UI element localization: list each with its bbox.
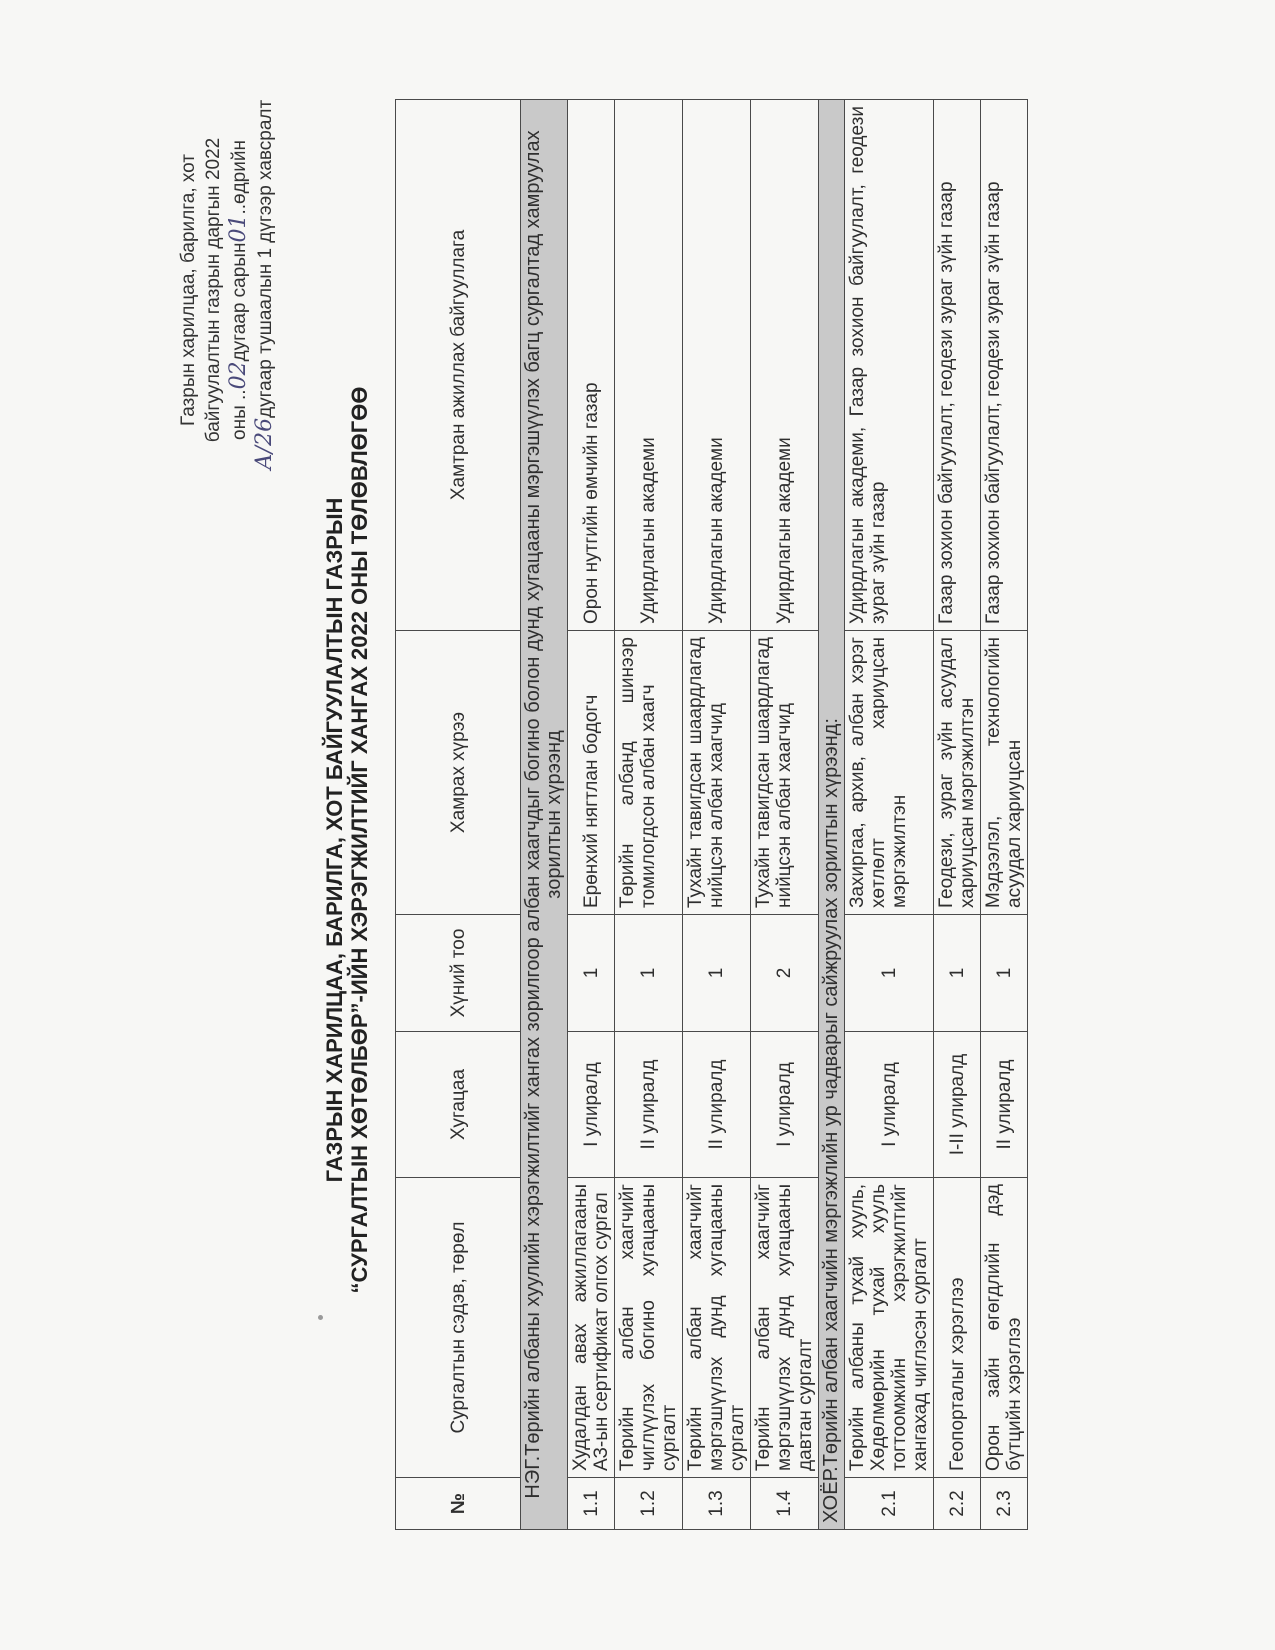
table-row [934,100,981,1530]
cell-count: 1 [568,915,615,1032]
table-row [683,100,751,1530]
approval-line-3-suffix: ..өдрийн [229,140,250,215]
cell-audience: Тухайн тавигдсан шаардлагад нийцсэн албан хаагчид [683,631,751,915]
cell-audience: Захиргаа, архив, албан хэрэг хөтлөлт хариуцсан мэргэжилтэн [845,631,934,915]
cell-partner: Удирдлагын академи [615,100,683,631]
approval-line-3 [226,110,252,470]
cell-count: 1 [981,915,1028,1032]
cell-period: II улиралд [615,1032,683,1178]
cell-partner: Удирдлагын академи, Газар зохион байгуулалт, геодези зураг зүйн газар [845,100,934,631]
cell-count: 1 [615,915,683,1032]
cell-period: II улиралд [683,1032,751,1178]
approval-line-2: байгуулалтын газрын даргын 2022 [203,137,224,443]
table-row [615,100,683,1530]
approval-line-4 [252,99,278,470]
header-topic: Сургалтын сэдэв, төрөл [396,1178,521,1478]
cell-topic: Орон зайн өгөгдлийн дэд бүтцийн хэрэглээ [981,1178,1028,1478]
training-plan-table [395,99,1028,1530]
cell-topic: Төрийн албан хаагчийг мэргэшүүлэх дунд хугацааны сургалт [683,1178,751,1478]
approval-line-4-text: дугаар тушаалын 1 дүгээр хавсралт [255,99,276,418]
approval-line-1: Газрын харилцаа, барилга, хот [178,153,199,427]
table-row [751,100,819,1530]
scan-speck [318,1315,323,1320]
handwritten-day: 01 [226,214,251,243]
cell-partner: Газар зохион байгуулалт, геодези зураг зүйн газар [981,100,1028,631]
table-row [981,100,1028,1530]
cell-topic: Төрийн албаны тухай хууль, Хөдөлмөрийн тухай хууль тогтоомжийн хэрэгжилтийг хангахад чиглэсэн сургалт [845,1178,934,1478]
header-partner: Хамтран ажиллах байгууллага [396,100,521,631]
cell-audience: Мэдээлэл, технологийн асуудал хариуцсан [981,631,1028,915]
cell-period: I улиралд [751,1032,819,1178]
cell-topic: Худалдан авах ажиллагааны АЗ-ын сертификат олгох сургал [568,1178,615,1478]
cell-audience: Ерөнхий нягтлан бодогч [568,631,615,915]
handwritten-order-number: А/26 [252,417,277,470]
cell-count: 1 [683,915,751,1032]
section-row-1 [521,100,568,1530]
cell-num: 2.3 [981,1478,1028,1530]
cell-num: 1.1 [568,1478,615,1530]
cell-audience: Геодези, зураг зүйн асуудал хариуцсан мэргэжилтэн [934,631,981,915]
handwritten-month: 02 [226,361,251,390]
cell-count: 2 [751,915,819,1032]
cell-audience: Тухайн тавигдсан шаардлагад нийцсэн албан хаагчид [751,631,819,915]
table-row [568,100,615,1530]
section-title-1: НЭГ.Төрийн албаны хуулийн хэрэгжилтийг хангах зорилгоор албан хаагчдыг богино болон дунд хугацааны мэргэшүүлэх багц сургалтад хамруулах зорилтын хүрээнд [521,100,568,1530]
cell-partner: Газар зохион байгуулалт, геодези зураг зүйн газар [934,100,981,631]
header-num: № [396,1478,521,1530]
approval-line-3-prefix: оны .. [229,389,250,440]
cell-topic: Төрийн албан хаагчийг чиглүүлэх богино хугацааны сургалт [615,1178,683,1478]
approval-line-3-mid: дугаар сарын [229,242,250,362]
cell-count: 1 [845,915,934,1032]
cell-partner: Удирдлагын академи [751,100,819,631]
cell-num: 1.2 [615,1478,683,1530]
cell-count: 1 [934,915,981,1032]
cell-num: 1.3 [683,1478,751,1530]
cell-period: II улиралд [981,1032,1028,1178]
title-line-2: “СУРГАЛТЫН ХӨТӨЛБӨР”-ИЙН ХЭРЭГЖИЛТИЙГ ХАНГАХ 2022 ОНЫ ТӨЛӨВЛӨГӨӨ [347,386,372,1294]
cell-audience: Төрийн албанд шинээр томилогдсон албан хаагч [615,631,683,915]
header-audience: Хамрах хүрээ [396,631,521,915]
cell-num: 2.2 [934,1478,981,1530]
cell-num: 2.1 [845,1478,934,1530]
cell-num: 1.4 [751,1478,819,1530]
table-row [845,100,934,1530]
header-count: Хүний тоо [396,915,521,1032]
section-title-2: ХОЁР.Төрийн албан хаагчийн мэргэжлийн ур чадварыг сайжруулах зорилтын хүрээнд: [819,100,845,1530]
title-line-1: ГАЗРЫН ХАРИЛЦАА, БАРИЛГА, ХОТ БАЙГУУЛАЛТЫН ГАЗРЫН [322,497,347,1183]
document-title [322,190,372,1490]
cell-topic: Геопорталыг хэрэглээ [934,1178,981,1478]
header-period: Хугацаа [396,1032,521,1178]
cell-partner: Удирдлагын академи [683,100,751,631]
cell-period: I улиралд [845,1032,934,1178]
cell-topic: Төрийн албан хаагчийг мэргэшүүлэх дунд хугацааны давтан сургалт [751,1178,819,1478]
cell-period: I-II улиралд [934,1032,981,1178]
cell-period: I улиралд [568,1032,615,1178]
table-header-row [396,100,521,1530]
cell-partner: Орон нутгийн өмчийн газар [568,100,615,631]
section-row-2 [819,100,845,1530]
approval-note [176,99,278,470]
